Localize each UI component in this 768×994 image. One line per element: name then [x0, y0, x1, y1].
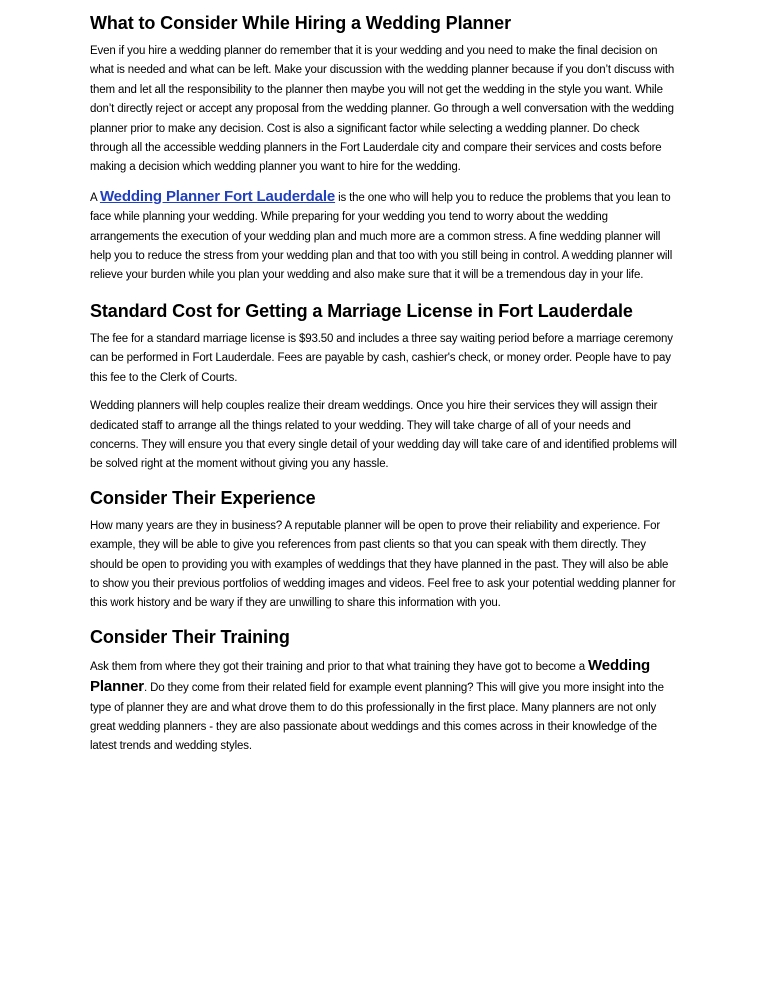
paragraph-license-fee: The fee for a standard marriage license is $93.50 and includes a three say waiting period before a marriage ceremony can be performed in Fort Lauderdale. Fees are payable by cash, cashier's check, or money order. People have to pay this fee to the Clerk of Courts. — [90, 332, 673, 384]
bold-paragraph-prefix: Ask them from where they got their training and prior to that what training they have got to become a — [90, 660, 589, 673]
wedding-planner-fort-lauderdale-link[interactable]: Wedding Planner Fort Lauderdale — [99, 187, 336, 205]
section-heading-training: Consider Their Training — [90, 626, 290, 647]
wedding-planner-emphasis: Wedding Planner — [90, 656, 651, 696]
bold-paragraph-suffix: . Do they come from their related field for example event planning? This will give you more insight into the type of planner they are and what drove them to do this professionally in the first place. Many planners are not only great wedding planners - they are also passionate about weddings and this comes across in their knowledge of the latest trends and wedding styles. — [90, 682, 664, 753]
paragraph-hiring-decision: Even if you hire a wedding planner do remember that it is your wedding and you need to make the final decision on what is needed and what can be left. Make your discussion with the wedding planner because if you don’t discuss with them and let all the responsibility to the planner then maybe you will not get the wedding in the style you want. While don’t directly reject or accept any proposal from the wedding planner. Go through a well conversation with the wedding planner prior to make any decision. Cost is also a significant factor while selecting a wedding planner. Do check through all the accessible wedding planners in the Fort Lauderdale city and compare their services and costs before making a decision which wedding planner you want to hire for the wedding. — [90, 45, 675, 174]
section-heading-marriage-license: Standard Cost for Getting a Marriage License in Fort Lauderdale — [90, 300, 633, 321]
section-heading-experience: Consider Their Experience — [90, 487, 316, 508]
link-paragraph-prefix: A — [90, 191, 100, 204]
link-paragraph-suffix: is the one who will help you to reduce the problems that you lean to face while planning your wedding. While preparing for your wedding you tend to worry about the wedding arrangements the execution of your wedding plan and much more are a common stress. A fine wedding planner will help you to reduce the stress from your wedding plan and that too with you still being in control. A wedding planner will relieve your burden while you plan your wedding and also make sure that it will be a tremendous day in your life. — [90, 191, 673, 282]
paragraph-planner-help: Wedding planners will help couples realize their dream weddings. Once you hire their services they will assign their dedicated staff to arrange all the things related to your wedding. They will take charge of all of your needs and concerns. They will ensure you that every single detail of your wedding day will take care of and identified problems will be solved right at the moment without giving you any hassle. — [90, 400, 677, 471]
paragraph-training — [90, 656, 678, 757]
paragraph-experience: How many years are they in business? A reputable planner will be open to prove their reliability and experience. For example, they will be able to give you references from past clients so that you can speak with them directly. They should be open to providing you with examples of weddings that they have planned in the past. They will also be able to show you their previous portfolios of wedding images and videos. Feel free to ask your potential wedding planner for this work history and be wary if they are unwilling to share this information with you. — [90, 519, 676, 610]
paragraph-planner-fort-lauderdale — [90, 187, 678, 286]
section-heading-hiring: What to Consider While Hiring a Wedding Planner — [90, 13, 511, 33]
